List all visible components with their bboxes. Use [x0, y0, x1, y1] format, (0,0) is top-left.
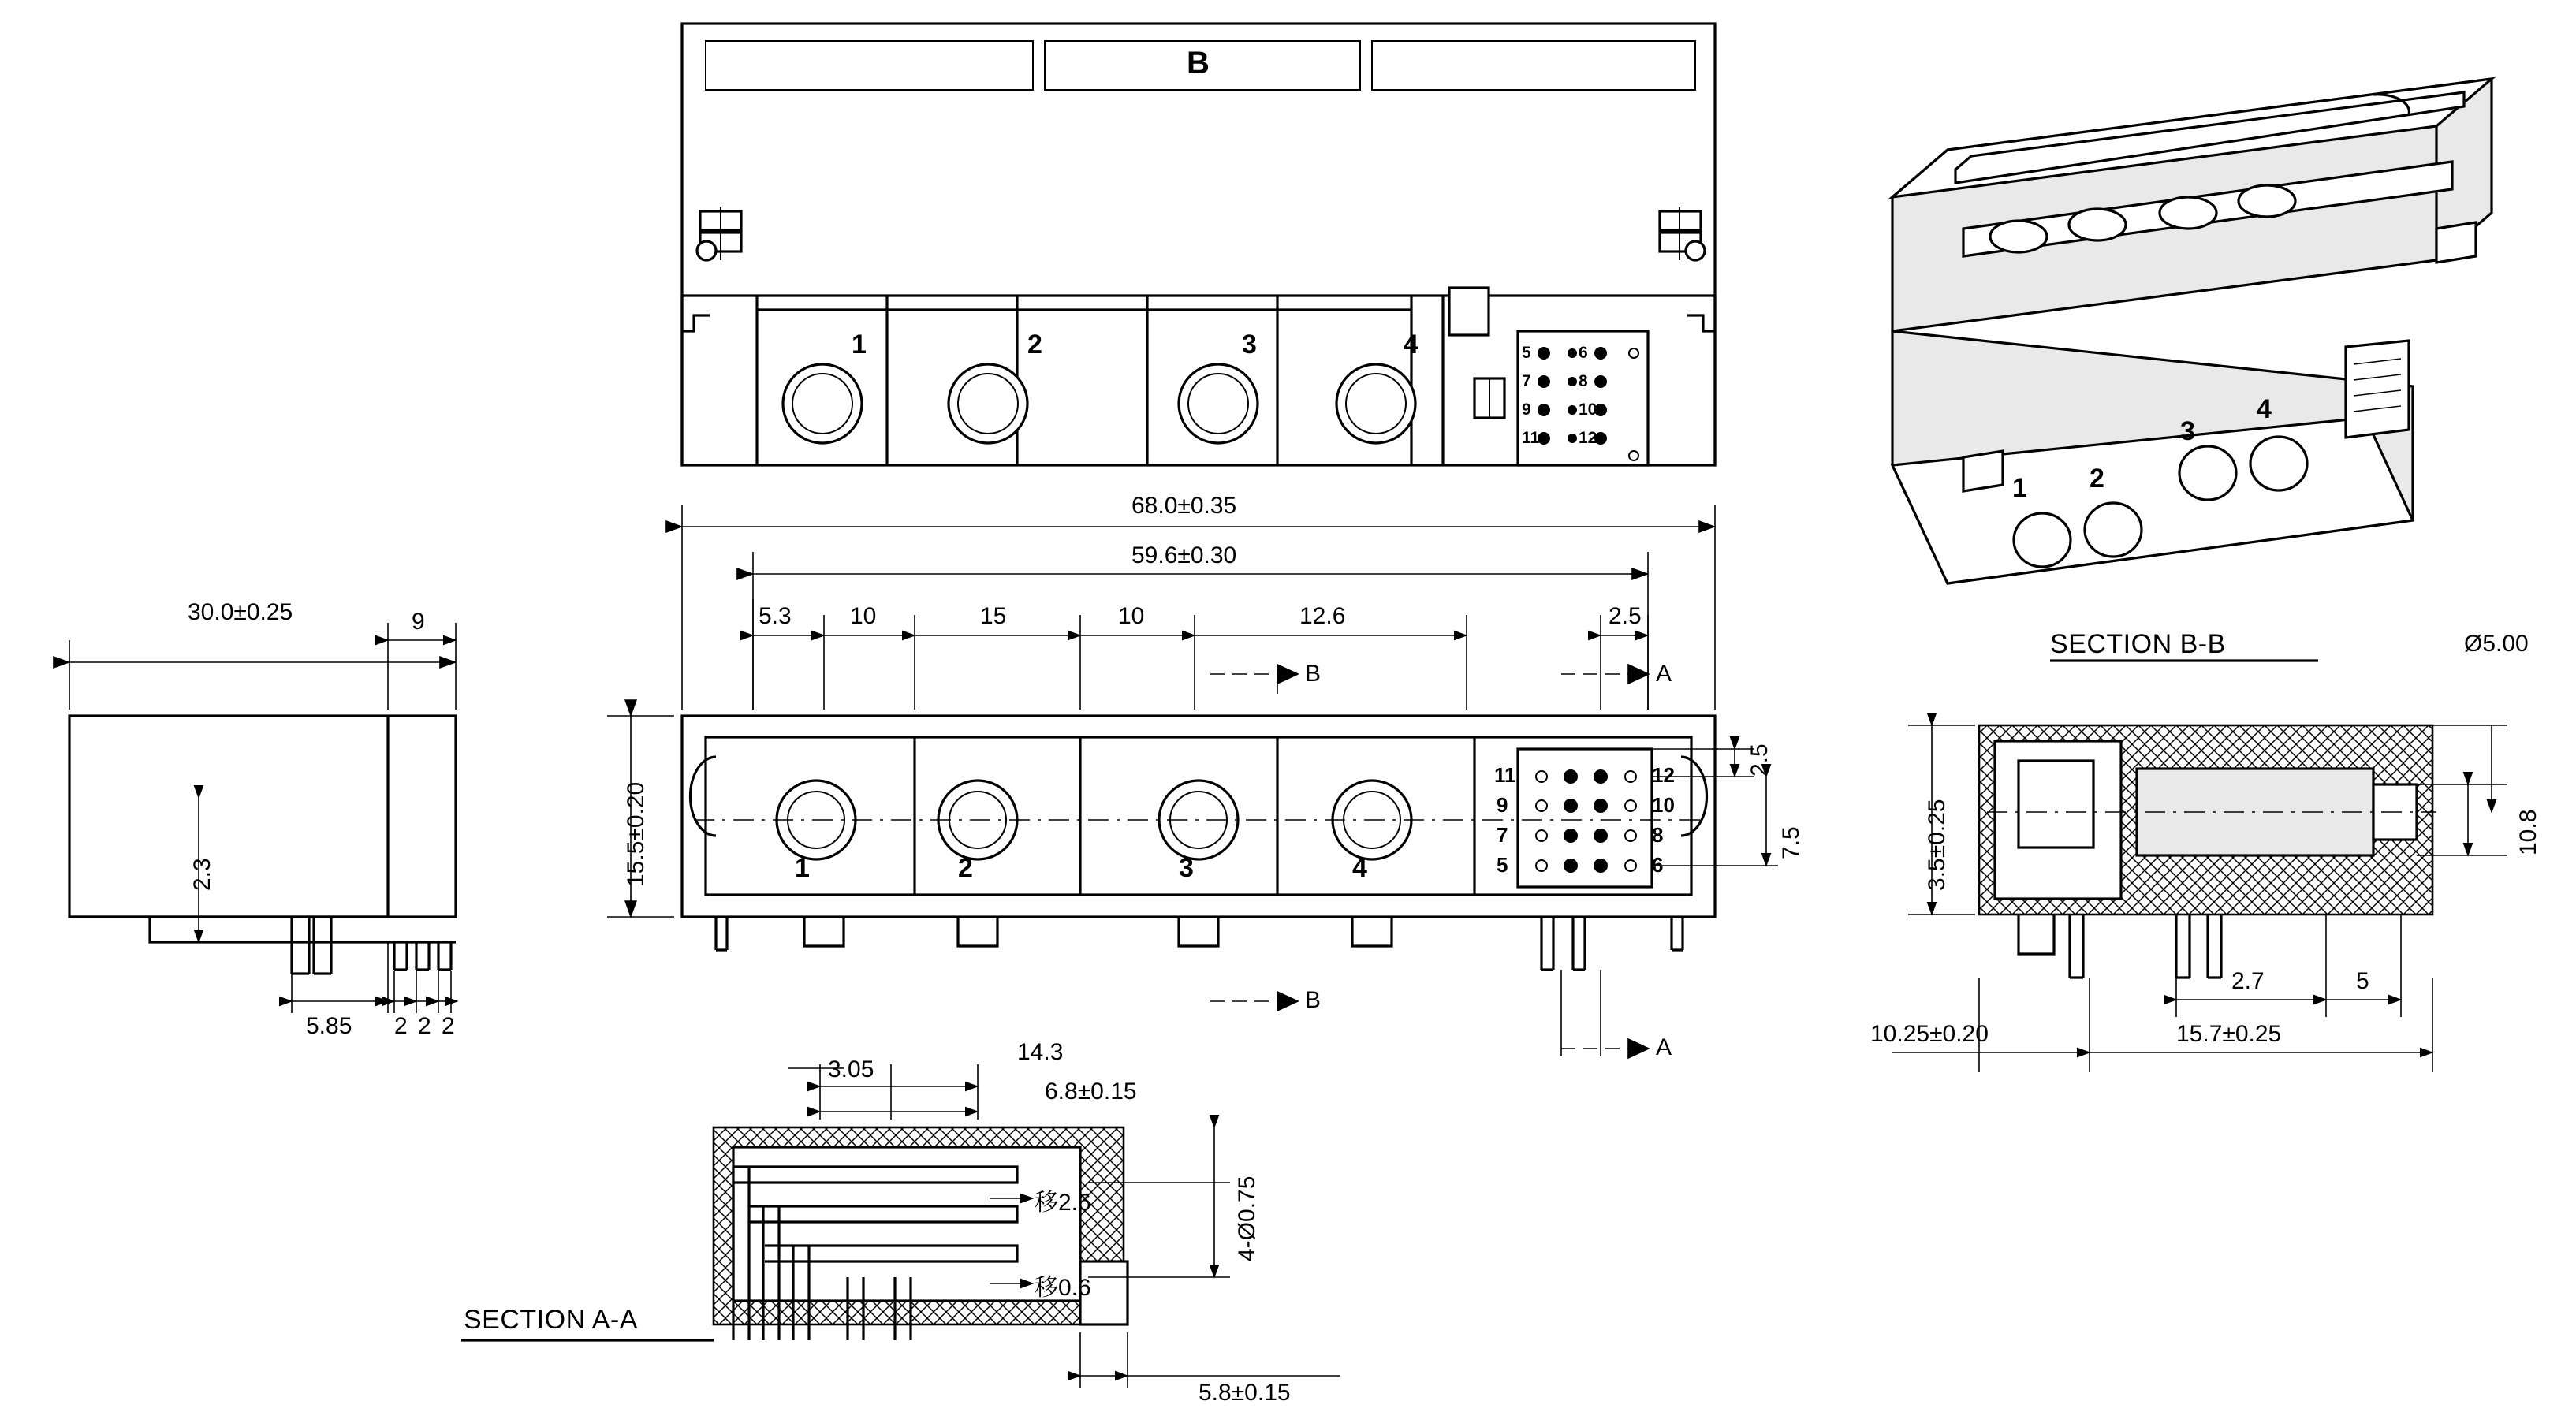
dim-15-7: 15.7±0.25: [2176, 1021, 2282, 1047]
dim-6-8: 6.8±0.15: [1045, 1079, 1137, 1105]
dim-10-25: 10.25±0.20: [1870, 1021, 1989, 1047]
note-0-6: 移0.6: [1035, 1275, 1091, 1301]
dim-2-c: 2: [442, 1013, 455, 1039]
dim-68-0: 68.0±0.35: [1131, 493, 1237, 519]
dim-10-8: 10.8: [2515, 809, 2541, 855]
front-pin-7: 7: [1497, 823, 1508, 847]
front-cavity-3: 3: [1179, 853, 1194, 883]
dim-3-5: 3.5±0.25: [1924, 799, 1950, 891]
front-pin-10: 10: [1652, 793, 1675, 817]
section-mark-a-top: A: [1656, 661, 1672, 687]
iso-cavity-1: 1: [2012, 473, 2027, 503]
top-view-cavity-1: 1: [852, 330, 867, 360]
front-pin-12: 12: [1652, 763, 1675, 787]
iso-cavity-4: 4: [2257, 394, 2272, 424]
top-view-pin-8: 8: [1579, 372, 1588, 390]
note-2-6: 移2.6: [1035, 1190, 1091, 1216]
top-view-pin-11: 11: [1522, 429, 1540, 447]
dim-5-3: 5.3: [759, 603, 792, 629]
iso-cavity-2: 2: [2090, 464, 2104, 494]
iso-cavity-3: 3: [2180, 416, 2195, 446]
dim-7-5: 7.5: [1778, 826, 1804, 859]
top-view-pin-10: 10: [1579, 401, 1597, 419]
dim-2-5-right: 2.5: [1747, 743, 1773, 777]
dim-10-a: 10: [850, 603, 877, 629]
top-view-pin-12: 12: [1579, 429, 1597, 447]
left-side-view: [69, 623, 457, 1013]
section-aa: [461, 1064, 1340, 1388]
dim-59-6: 59.6±0.30: [1131, 542, 1237, 568]
front-cavity-4: 4: [1352, 853, 1367, 883]
dim-10-b: 10: [1118, 603, 1145, 629]
front-cavity-2: 2: [958, 853, 973, 883]
top-view-cavity-2: 2: [1027, 330, 1042, 360]
dim-d5-00: Ø5.00: [2464, 631, 2529, 657]
section-mark-a-bottom: A: [1656, 1034, 1672, 1060]
front-pin-11: 11: [1494, 763, 1516, 787]
dim-2-a: 2: [394, 1013, 408, 1039]
front-pin-9: 9: [1497, 793, 1508, 817]
iso-view: [1892, 79, 2492, 583]
top-view: [682, 24, 1715, 465]
front-pin-6: 6: [1652, 853, 1664, 877]
front-pin-8: 8: [1652, 823, 1664, 847]
dim-4-d075: 4-Ø0.75: [1234, 1175, 1260, 1261]
front-view: [607, 505, 1778, 1058]
dim-30-0: 30.0±0.25: [188, 599, 293, 625]
top-view-pin-6: 6: [1579, 344, 1588, 362]
dim-15: 15: [980, 603, 1007, 629]
dim-2-7: 2.7: [2231, 968, 2265, 994]
dim-9: 9: [412, 609, 425, 635]
dim-5-8: 5.8±0.15: [1199, 1380, 1291, 1406]
top-view-cavity-4: 4: [1404, 330, 1418, 360]
top-view-pin-5: 5: [1522, 344, 1531, 362]
dim-15-5: 15.5±0.20: [623, 781, 649, 887]
dim-5-85: 5.85: [306, 1013, 352, 1039]
dim-2-5-top: 2.5: [1609, 603, 1642, 629]
dim-3-05: 3.05: [828, 1056, 874, 1082]
section-bb-label: SECTION B-B: [2050, 629, 2226, 659]
top-view-pin-9: 9: [1522, 401, 1531, 419]
top-view-cavity-3: 3: [1242, 330, 1257, 360]
top-view-pin-7: 7: [1522, 372, 1531, 390]
dim-2-b: 2: [418, 1013, 431, 1039]
dim-14-3: 14.3: [1017, 1039, 1064, 1065]
front-pin-5: 5: [1497, 853, 1508, 877]
section-mark-b-bottom: B: [1305, 987, 1322, 1013]
dim-2-3: 2.3: [189, 858, 215, 891]
dim-12-6: 12.6: [1299, 603, 1346, 629]
section-bb: [1892, 661, 2507, 1072]
section-aa-label: SECTION A-A: [464, 1305, 638, 1335]
top-view-section-letter: B: [1187, 46, 1210, 80]
front-cavity-1: 1: [795, 853, 810, 883]
dim-5: 5: [2356, 968, 2369, 994]
section-mark-b-top: B: [1305, 661, 1322, 687]
